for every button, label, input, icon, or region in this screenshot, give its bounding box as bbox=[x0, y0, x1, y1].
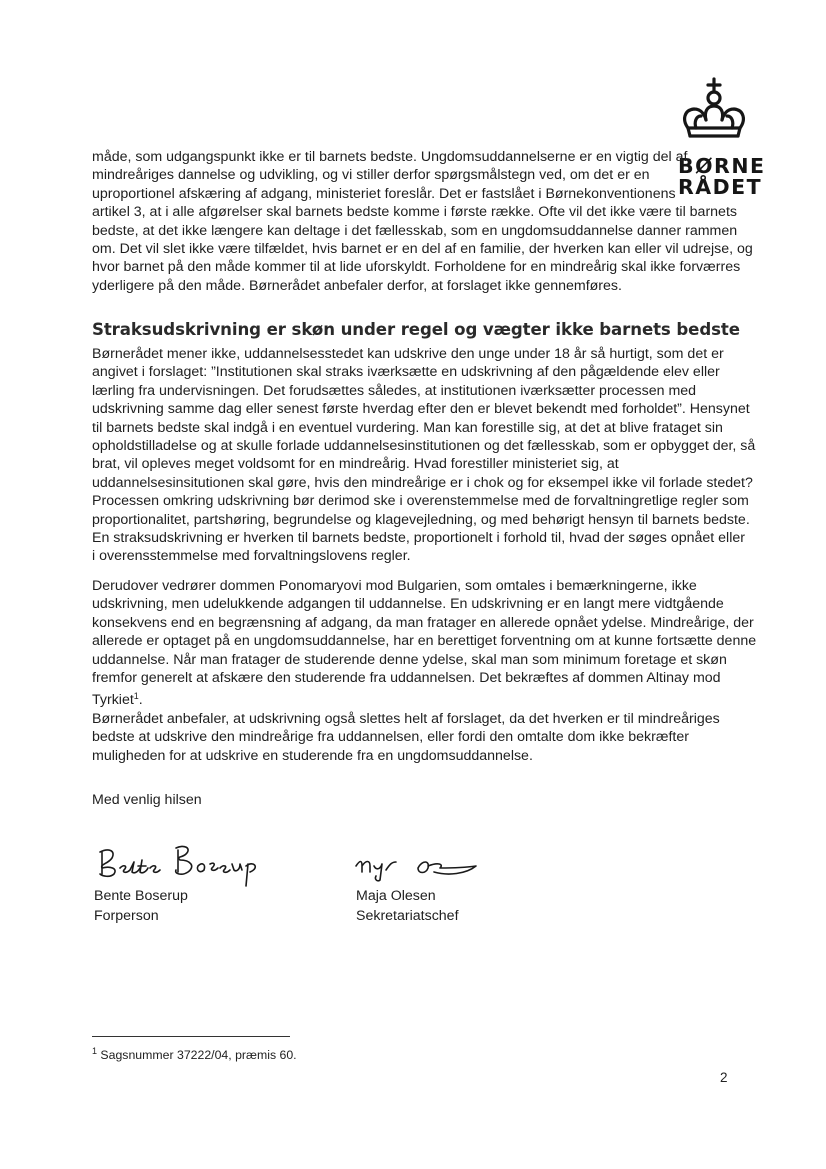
crown-icon bbox=[674, 76, 766, 154]
footnote-divider bbox=[92, 1036, 290, 1037]
period: . bbox=[138, 692, 143, 709]
logo-text-line1: BØRNE bbox=[678, 154, 766, 178]
text-line: mindreåriges dannelse og udvikling, og vi stiller derfor spørgsmålstegn ved, om det er en bbox=[92, 167, 650, 184]
text-line: yderligere på den måde. Børnerådet anbefaler derfor, at forslaget ikke gennemføres. bbox=[92, 277, 622, 294]
text-line: om. Det vil slet ikke være tilfældet, hvis barnet er en del af en familie, der hverken kan eller vil udrejse, og bbox=[92, 241, 753, 258]
logo-text-line2: RÅDET bbox=[678, 175, 763, 199]
text-line: Børnerådet anbefaler, at udskrivning også slettes helt af forslaget, da det hverken er til mindreåriges bbox=[92, 710, 720, 727]
text-line: Børnerådet mener ikke, uddannelsesstedet kan udskrive den unge under 18 år så hurtigt, som det er bbox=[92, 346, 724, 362]
text-line: uproportionel afskæring af adgang, ministeriet foreslår. Det er fastslået i Børnekonventionens bbox=[92, 185, 676, 202]
text-line: Processen omkring udskrivning bør derimod ske i overenstemmelse med de forvaltningretlige regler som bbox=[92, 493, 749, 510]
text-line: allerede er optaget på en ungdomsuddannelse, har en berettiget forventning om at kunne fortsætte denne bbox=[92, 633, 757, 650]
text-line: udskrivning, men udelukkende adgangen til uddannelse. En udskrivning er en langt mere vidtgående bbox=[92, 596, 724, 613]
signer-title: Forperson bbox=[94, 908, 159, 924]
paragraph-3 bbox=[92, 577, 757, 765]
text-line: angivet i forslaget: ”Institutionen skal straks iværksætte en udskrivning af den pågældende elev eller bbox=[92, 364, 720, 381]
text-line: Derudover vedrører dommen Ponomaryovi mod Bulgarien, som omtales i bemærkningerne, ikke bbox=[92, 578, 697, 594]
text-line: artikel 3, at i alle afgørelser skal barnets bedste komme i første række. Ofte vil det ikke være til barnets bbox=[92, 204, 737, 221]
text-line: måde, som udgangspunkt ikke er til barnets bedste. Ungdomsuddannelserne er en vigtig del af bbox=[92, 149, 688, 165]
page-number: 2 bbox=[720, 1070, 728, 1085]
text-line: bedste, at det ikke længere kan deltage i det fællesskab, som en ungdomsuddannelse danner rammen bbox=[92, 222, 738, 239]
text-line: i overensstemmelse med forvaltningslovens regler. bbox=[92, 548, 411, 565]
text-line: bedste at udskrive den mindreårige fra uddannelsen, eller fordi den omtalte dom ikke bekræfter bbox=[92, 729, 689, 746]
text-line: proportionalitet, partshøring, begrundelse og klagevejledning, og med behørigt hensyn til barnets bedste. bbox=[92, 511, 750, 528]
signature-maja-olesen bbox=[352, 848, 482, 889]
section-heading: Straksudskrivning er skøn under regel og vægter ikke barnets bedste bbox=[92, 320, 740, 339]
text-line: til barnets bedste skal indgå i en eventuel vurdering. Man kan forestille sig, at det at blive frataget sin bbox=[92, 419, 723, 436]
text-line: hvor barnet på den måde kommer til at lide uforskyldt. Forholdene for en mindreårig skal ikke forværres bbox=[92, 259, 741, 276]
signer-name: Bente Boserup bbox=[94, 888, 188, 904]
text-line: muligheden for at udskrive en studerende fra en ungdomsuddannelse. bbox=[92, 747, 533, 764]
text-line-with-footnote bbox=[92, 687, 732, 709]
paragraph-1 bbox=[92, 148, 753, 295]
text-line: opholdstilladelse og at skulle forlade uddannelsesinstitutionen og det fællesskab, som er opbygget der, så bbox=[92, 438, 756, 455]
signer-title: Sekretariatschef bbox=[356, 908, 459, 924]
signer-block-1 bbox=[94, 886, 188, 926]
signature-bente-boserup bbox=[94, 838, 274, 893]
text-line: En straksudskrivning er hverken til barnets bedste, proportionelt i forhold til, hvad der søges opnået eller bbox=[92, 530, 745, 547]
text-line: fremfor generelt at afskære den studerende fra uddannelsen. Det bekræftes af dommen Altinay mod bbox=[92, 670, 721, 687]
signer-block-2 bbox=[356, 886, 459, 926]
signer-name: Maja Olesen bbox=[356, 888, 436, 904]
paragraph-2 bbox=[92, 345, 756, 566]
closing-greeting: Med venlig hilsen bbox=[92, 792, 202, 808]
footnote bbox=[92, 1046, 297, 1062]
text-line: lærling fra undervisningen. Det forudsættes således, at institutionen iværksætter processen med bbox=[92, 382, 697, 399]
text-line: uddannelse. Når man fratager de studerende denne ydelse, skal man som minimum foretage et skøn bbox=[92, 651, 727, 668]
text-line: udskrivning samme dag eller senest første hverdag efter den er blevet bekendt med forholdet”. Hensynet bbox=[92, 401, 750, 418]
text-segment: Tyrkiet bbox=[92, 692, 134, 709]
footnote-number: 1 bbox=[92, 1046, 98, 1056]
text-line: konsekvens end en begrænsning af adgang, da man fratager en allerede opnået ydelse. Mindreårige, der bbox=[92, 614, 754, 631]
text-line: uddannelsesinsitutionen skal gøre, hvis den mindreårige er i chok og for eksempel ikke vil forlade stedet? bbox=[92, 474, 753, 491]
text-line: brat, vil opleves meget voldsomt for en mindreårig. Hvad forestiller ministeriet sig, at bbox=[92, 456, 619, 473]
footnote-text: Sagsnummer 37222/04, præmis 60. bbox=[97, 1048, 297, 1062]
footnote-reference[interactable]: 1 bbox=[133, 691, 139, 702]
